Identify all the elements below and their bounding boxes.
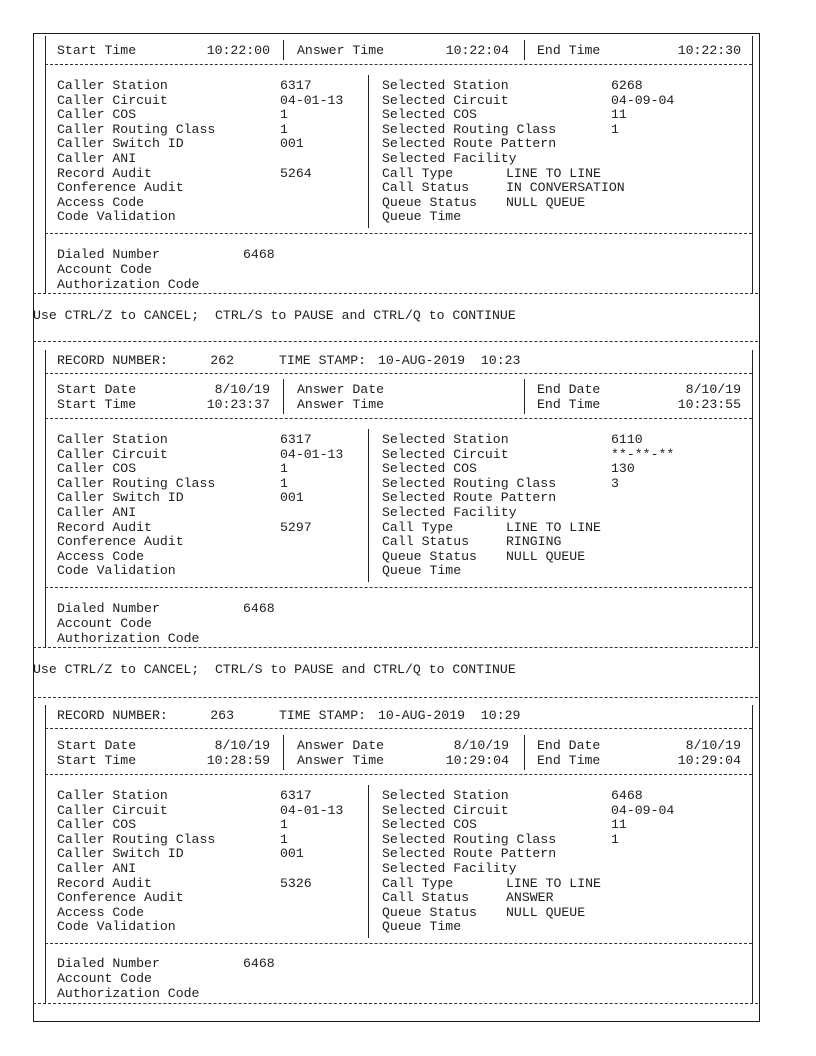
caller-field-label: Caller Routing Class [57, 475, 216, 491]
selected-field-label: Selected COS [382, 107, 477, 123]
selected-field-label: Selected Station [382, 788, 509, 803]
caller-field-value: 6317 [280, 78, 312, 93]
answer-time-label: Answer Time [297, 397, 385, 412]
caller-field-value: 1 [280, 121, 288, 137]
answer-date-value: 8/10/19 [453, 738, 509, 753]
caller-field-value: 6317 [280, 432, 312, 447]
caller-field-label: Caller Switch ID [57, 846, 184, 862]
record-number-value: 263 [210, 708, 234, 723]
record-end-rule [33, 293, 758, 294]
selected-field-value: ANSWER [506, 890, 554, 906]
start-time-label: Start Time [57, 397, 137, 412]
selected-field-value: **-**-** [611, 446, 675, 462]
selected-field-label: Selected Circuit [382, 446, 509, 462]
time-stamp-value: 10-AUG-2019 10:23 [378, 353, 521, 368]
record-end-rule [33, 647, 758, 648]
record-number-label: RECORD NUMBER: [57, 708, 168, 723]
selected-field-label: Selected Facility [382, 151, 517, 166]
caller-field-value: 5297 [280, 519, 312, 535]
caller-field-label: Caller ANI [57, 151, 137, 166]
caller-field-value: 5264 [280, 165, 312, 181]
selected-field-label: Selected Routing Class [382, 831, 557, 847]
caller-field-value: 1 [280, 817, 288, 833]
selected-field-label: Queue Status [382, 548, 477, 564]
selected-field-label: Call Status [382, 180, 470, 196]
caller-field-label: Access Code [57, 548, 145, 564]
selected-field-label: Queue Time [382, 209, 462, 225]
record-right-rule [752, 705, 753, 1003]
start-time-value: 10:28:59 [206, 753, 270, 768]
caller-field-label: Caller COS [57, 107, 137, 123]
control-prompt: Use CTRL/Z to CANCEL; CTRL/S to PAUSE and CTRL/Q to CONTINUE [33, 308, 516, 323]
record-left-rule [45, 350, 46, 647]
selected-field-label: Queue Status [382, 194, 477, 210]
caller-field-value: 04-01-13 [280, 92, 344, 108]
header-rule [45, 373, 752, 374]
selected-field-label: Queue Time [382, 563, 462, 579]
detail-column-rule [368, 785, 369, 938]
record-left-rule [45, 705, 46, 1003]
times-rule [45, 64, 752, 65]
selected-field-label: Selected COS [382, 817, 477, 833]
caller-field-label: Record Audit [57, 875, 152, 891]
selected-field-value: 6110 [611, 432, 643, 447]
caller-field-value: 001 [280, 136, 304, 152]
selected-field-label: Call Type [382, 165, 454, 181]
selected-field-value: 1 [611, 831, 619, 847]
caller-field-label: Caller Circuit [57, 446, 168, 462]
caller-field-value: 001 [280, 846, 304, 862]
time-stamp-value: 10-AUG-2019 10:29 [378, 708, 521, 723]
detail-rule [45, 587, 752, 588]
answer-time-value: 10:29:04 [445, 753, 509, 768]
end-date-label: End Date [537, 738, 601, 753]
answer-time-label: Answer Time [297, 753, 385, 768]
dialed-number-value: 6468 [243, 956, 275, 971]
end-date-label: End Date [537, 382, 601, 397]
end-time-label: End Time [537, 43, 601, 58]
selected-field-value: 130 [611, 461, 635, 477]
selected-field-label: Selected Routing Class [382, 121, 557, 137]
caller-field-label: Conference Audit [57, 890, 184, 906]
account-code-label: Account Code [57, 616, 152, 631]
end-date-value: 8/10/19 [685, 738, 741, 753]
selected-field-value: 6468 [611, 788, 643, 803]
caller-field-label: Caller Routing Class [57, 121, 216, 137]
caller-field-value: 1 [280, 475, 288, 491]
caller-field-label: Caller COS [57, 461, 137, 477]
selected-field-label: Selected Route Pattern [382, 136, 557, 152]
selected-field-value: NULL QUEUE [506, 548, 586, 564]
end-date-value: 8/10/19 [685, 382, 741, 397]
caller-field-label: Caller Station [57, 78, 168, 93]
selected-field-value: 11 [611, 107, 627, 123]
detail-column-rule [368, 75, 369, 228]
caller-field-value: 1 [280, 461, 288, 477]
end-time-value: 10:22:30 [677, 43, 741, 58]
start-time-value: 10:23:37 [206, 397, 270, 412]
record-number-label: RECORD NUMBER: [57, 353, 168, 368]
selected-field-label: Selected Routing Class [382, 475, 557, 491]
start-date-label: Start Date [57, 738, 137, 753]
caller-field-value: 001 [280, 490, 304, 506]
caller-field-label: Caller Station [57, 432, 168, 447]
caller-field-label: Caller ANI [57, 861, 137, 876]
header-rule [45, 728, 752, 729]
record-right-rule [752, 350, 753, 647]
detail-column-rule [368, 429, 369, 582]
date-column-rule [283, 735, 284, 770]
caller-field-value: 04-01-13 [280, 802, 344, 818]
caller-field-label: Caller Station [57, 788, 168, 803]
selected-field-value: 1 [611, 121, 619, 137]
selected-field-label: Selected Route Pattern [382, 490, 557, 506]
selected-field-value: NULL QUEUE [506, 904, 586, 920]
end-time-label: End Time [537, 397, 601, 412]
answer-date-label: Answer Date [297, 382, 385, 397]
selected-field-value: LINE TO LINE [506, 165, 601, 181]
time-stamp-label: TIME STAMP: [279, 353, 367, 368]
caller-field-label: Caller Routing Class [57, 831, 216, 847]
selected-field-value: RINGING [506, 534, 562, 550]
selected-field-label: Queue Status [382, 904, 477, 920]
caller-field-value: 6317 [280, 788, 312, 803]
authorization-code-label: Authorization Code [57, 631, 200, 646]
detail-rule [45, 943, 752, 944]
caller-field-value: 1 [280, 107, 288, 123]
caller-field-label: Conference Audit [57, 180, 184, 196]
date-column-rule [283, 40, 284, 60]
dialed-number-value: 6468 [243, 247, 275, 262]
selected-field-label: Selected Station [382, 432, 509, 447]
start-time-value: 10:22:00 [206, 43, 270, 58]
caller-field-value: 1 [280, 831, 288, 847]
section-rule [33, 697, 758, 698]
date-column-rule [524, 40, 525, 60]
caller-field-value: 5326 [280, 875, 312, 891]
answer-time-label: Answer Time [297, 43, 385, 58]
selected-field-label: Selected Route Pattern [382, 846, 557, 862]
selected-field-value: 3 [611, 475, 619, 491]
caller-field-label: Code Validation [57, 209, 176, 225]
selected-field-label: Selected Circuit [382, 802, 509, 818]
selected-field-label: Call Status [382, 534, 470, 550]
caller-field-label: Access Code [57, 194, 145, 210]
selected-field-label: Queue Time [382, 919, 462, 935]
start-time-label: Start Time [57, 43, 137, 58]
end-time-label: End Time [537, 753, 601, 768]
selected-field-value: 11 [611, 817, 627, 833]
authorization-code-label: Authorization Code [57, 986, 200, 1001]
selected-field-label: Selected Facility [382, 505, 517, 520]
selected-field-label: Selected Facility [382, 861, 517, 876]
start-date-label: Start Date [57, 382, 137, 397]
caller-field-label: Access Code [57, 904, 145, 920]
selected-field-value: 04-09-04 [611, 92, 675, 108]
caller-field-value: 04-01-13 [280, 446, 344, 462]
date-column-rule [524, 735, 525, 770]
detail-rule [45, 233, 752, 234]
record-right-rule [752, 36, 753, 293]
caller-field-label: Record Audit [57, 165, 152, 181]
times-rule [45, 774, 752, 775]
start-date-value: 8/10/19 [214, 738, 270, 753]
date-column-rule [283, 379, 284, 414]
end-time-value: 10:23:55 [677, 397, 741, 412]
control-prompt: Use CTRL/Z to CANCEL; CTRL/S to PAUSE and CTRL/Q to CONTINUE [33, 662, 516, 677]
authorization-code-label: Authorization Code [57, 277, 200, 292]
caller-field-label: Code Validation [57, 919, 176, 935]
selected-field-value: 6268 [611, 78, 643, 93]
selected-field-value: 04-09-04 [611, 802, 675, 818]
selected-field-label: Selected COS [382, 461, 477, 477]
caller-field-label: Caller ANI [57, 505, 137, 520]
dialed-number-label: Dialed Number [57, 247, 160, 262]
caller-field-label: Caller Switch ID [57, 136, 184, 152]
dialed-number-label: Dialed Number [57, 601, 160, 616]
selected-field-label: Call Type [382, 519, 454, 535]
selected-field-value: IN CONVERSATION [506, 180, 625, 196]
start-time-label: Start Time [57, 753, 137, 768]
selected-field-value: LINE TO LINE [506, 875, 601, 891]
caller-field-label: Caller Circuit [57, 92, 168, 108]
answer-time-value: 10:22:04 [445, 43, 509, 58]
times-rule [45, 418, 752, 419]
caller-field-label: Record Audit [57, 519, 152, 535]
selected-field-label: Selected Station [382, 78, 509, 93]
record-number-value: 262 [210, 353, 234, 368]
selected-field-value: LINE TO LINE [506, 519, 601, 535]
caller-field-label: Caller Circuit [57, 802, 168, 818]
caller-field-label: Conference Audit [57, 534, 184, 550]
end-time-value: 10:29:04 [677, 753, 741, 768]
answer-date-label: Answer Date [297, 738, 385, 753]
record-end-rule [33, 1003, 758, 1004]
date-column-rule [524, 379, 525, 414]
time-stamp-label: TIME STAMP: [279, 708, 367, 723]
selected-field-label: Selected Circuit [382, 92, 509, 108]
selected-field-value: NULL QUEUE [506, 194, 586, 210]
caller-field-label: Code Validation [57, 563, 176, 579]
dialed-number-label: Dialed Number [57, 956, 160, 971]
account-code-label: Account Code [57, 262, 152, 277]
selected-field-label: Call Type [382, 875, 454, 891]
section-rule [33, 341, 758, 342]
record-left-rule [45, 36, 46, 293]
selected-field-label: Call Status [382, 890, 470, 906]
account-code-label: Account Code [57, 971, 152, 986]
start-date-value: 8/10/19 [214, 382, 270, 397]
dialed-number-value: 6468 [243, 601, 275, 616]
caller-field-label: Caller Switch ID [57, 490, 184, 506]
caller-field-label: Caller COS [57, 817, 137, 833]
